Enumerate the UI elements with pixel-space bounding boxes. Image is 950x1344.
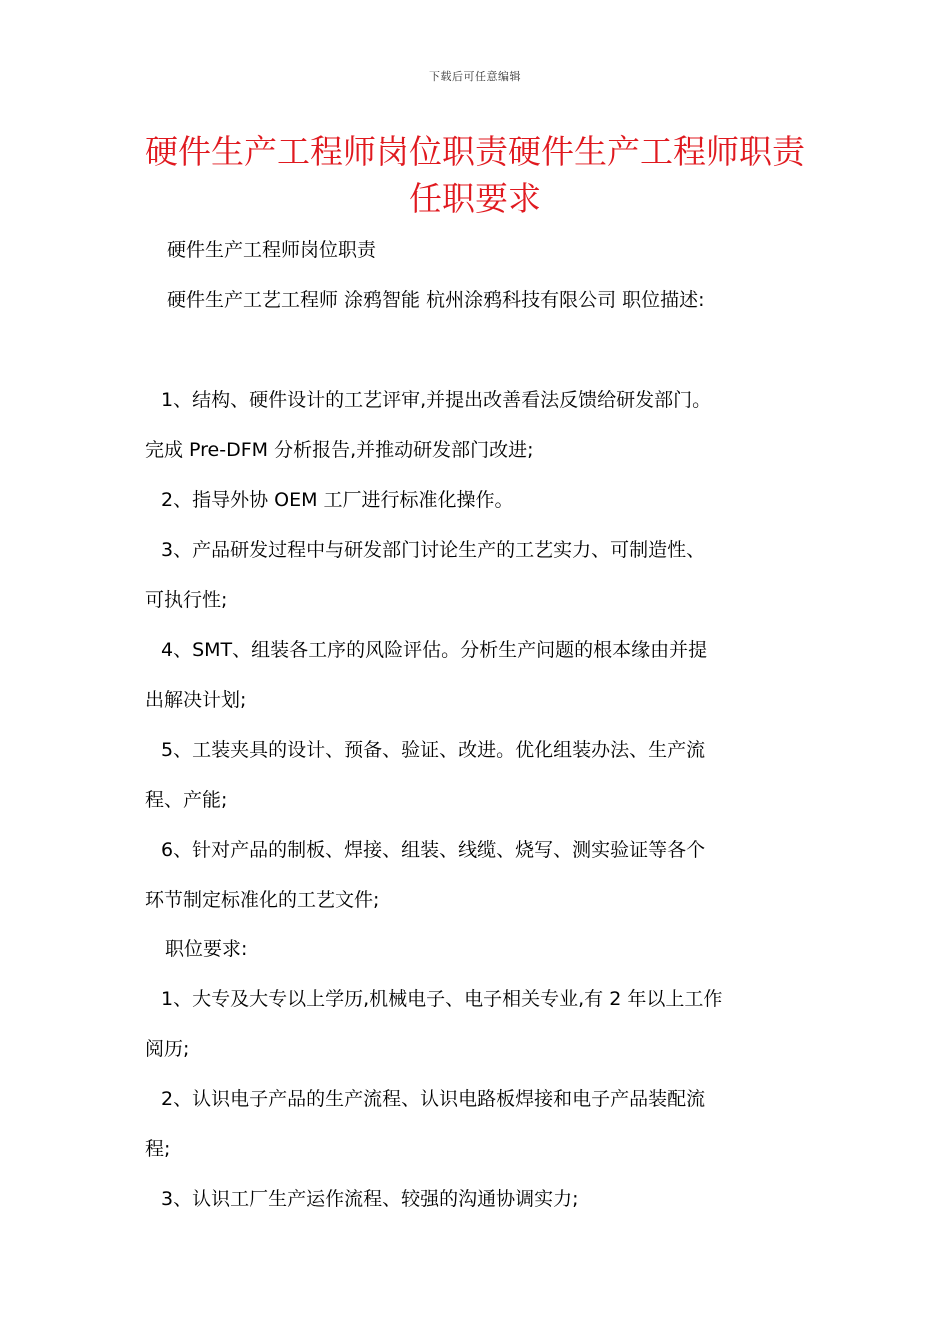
requirement-item-1-line2: 阅历; <box>145 1038 190 1060</box>
description-item-6-line2: 环节制定标准化的工艺文件; <box>145 889 380 911</box>
requirement-item-3-line1: 3、认识工厂生产运作流程、较强的沟通协调实力; <box>161 1188 579 1210</box>
description-item-4-line1: 4、SMT、组装各工序的风险评估。分析生产问题的根本缘由并提 <box>161 639 708 661</box>
company-line: 硬件生产工艺工程师 涂鸦智能 杭州涂鸦科技有限公司 职位描述: <box>167 289 705 311</box>
description-item-6-line1: 6、针对产品的制板、焊接、组装、线缆、烧写、测实验证等各个 <box>161 839 706 861</box>
description-item-1-line2: 完成 Pre-DFM 分析报告,并推动研发部门改进; <box>145 439 534 461</box>
description-item-2-line1: 2、指导外协 OEM 工厂进行标准化操作。 <box>161 489 514 511</box>
description-item-5-line1: 5、工装夹具的设计、预备、验证、改进。优化组装办法、生产流 <box>161 739 706 761</box>
description-item-4-line2: 出解决计划; <box>145 689 247 711</box>
description-item-3-line1: 3、产品研发过程中与研发部门讨论生产的工艺实力、可制造性、 <box>161 539 706 561</box>
section-subtitle: 硬件生产工程师岗位职责 <box>167 239 377 261</box>
description-item-3-line2: 可执行性; <box>145 589 228 611</box>
requirement-item-2-line2: 程; <box>145 1138 171 1160</box>
requirements-heading: 职位要求: <box>165 938 248 960</box>
description-item-5-line2: 程、产能; <box>145 789 228 811</box>
requirement-item-2-line1: 2、认识电子产品的生产流程、认识电路板焊接和电子产品装配流 <box>161 1088 706 1110</box>
requirement-item-1-line1: 1、大专及大专以上学历,机械电子、电子相关专业,有 2 年以上工作 <box>161 988 723 1010</box>
description-item-1-line1: 1、结构、硬件设计的工艺评审,并提出改善看法反馈给研发部门。 <box>161 389 712 411</box>
header-note: 下载后可任意编辑 <box>429 70 521 83</box>
document-title: 硬件生产工程师岗位职责硬件生产工程师职责任职要求 <box>145 132 805 218</box>
